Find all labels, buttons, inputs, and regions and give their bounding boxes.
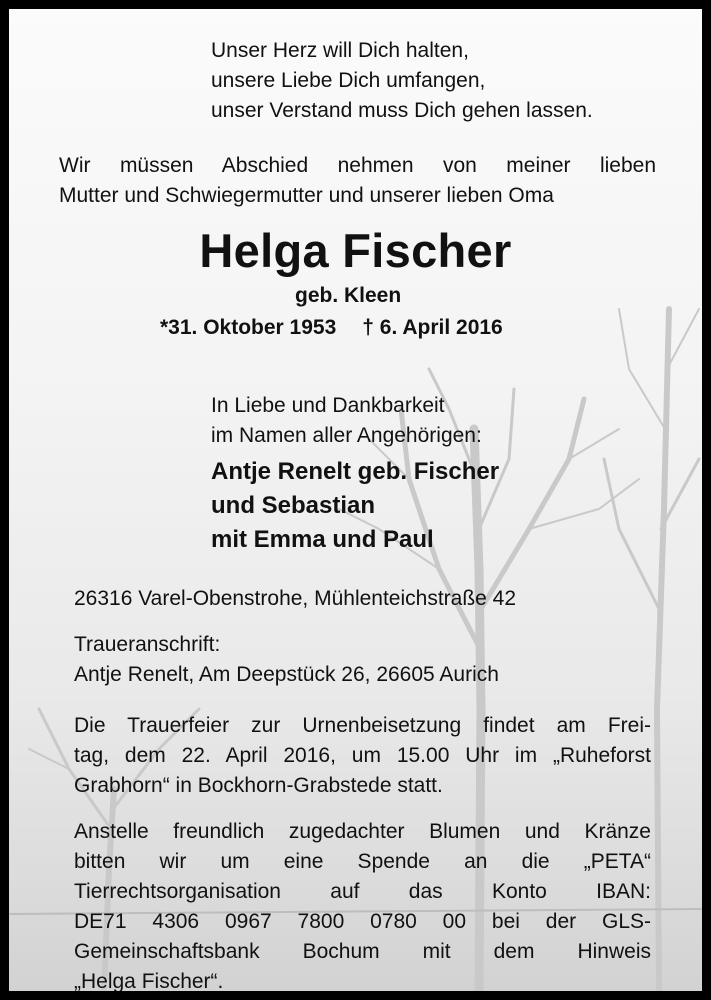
ceremony-line: Die Trauerfeier zur Urnenbeisetzung findet am Frei- <box>74 714 651 737</box>
donation-request <box>74 817 651 997</box>
ceremony-line: Grabhorn“ in Bockhorn-Grabstede statt. <box>74 774 443 797</box>
mourning-address-line: Traueranschrift: <box>74 633 221 656</box>
thanks-line: In Liebe und Dankbarkeit <box>211 394 445 417</box>
poem-line: unser Verstand muss Dich gehen lassen. <box>211 99 593 122</box>
mourning-address <box>74 630 651 690</box>
death-date: † 6. April 2016 <box>362 316 503 339</box>
birth-date: *31. Oktober 1953 <box>160 316 337 339</box>
donation-line: Anstelle freundlich zugedachter Blumen und Kränze <box>74 820 651 843</box>
family-line: mit Emma und Paul <box>211 526 434 553</box>
family-names <box>211 455 499 557</box>
life-dates <box>160 314 503 342</box>
family-line: und Sebastian <box>211 492 376 519</box>
donation-line: Tierrechtsorganisation auf das Konto IBAN: <box>74 880 651 903</box>
poem-line: Unser Herz will Dich halten, <box>211 39 469 62</box>
poem-line: unsere Liebe Dich umfangen, <box>211 69 486 92</box>
thanks-text <box>211 391 482 451</box>
thanks-line: im Namen aller Angehörigen: <box>211 424 482 447</box>
poem <box>211 36 593 126</box>
intro-text <box>59 151 656 211</box>
deceased-name: Helga Fischer <box>199 224 512 277</box>
donation-line: bitten wir um eine Spende an die „PETA“ <box>74 850 651 873</box>
residence-address: 26316 Varel-Obenstrohe, Mühlenteichstraße 42 <box>74 587 517 610</box>
family-line: Antje Renelt geb. Fischer <box>211 458 500 485</box>
donation-line: „Helga Fischer“. <box>74 970 224 993</box>
donation-line: Gemeinschaftsbank Bochum mit dem Hinweis <box>74 940 651 963</box>
intro-line: Mutter und Schwiegermutter und unserer lieben Oma <box>59 184 554 207</box>
maiden-name: geb. Kleen <box>295 284 402 307</box>
donation-line: DE71 4306 0967 7800 0780 00 bei der GLS- <box>74 910 651 933</box>
mourning-address-line: Antje Renelt, Am Deepstück 26, 26605 Aurich <box>74 663 499 686</box>
ceremony-line: tag, dem 22. April 2016, um 15.00 Uhr im „Ruheforst <box>74 744 651 767</box>
intro-line: Wir müssen Abschied nehmen von meiner lieben <box>59 154 656 177</box>
ceremony-info <box>74 711 651 801</box>
